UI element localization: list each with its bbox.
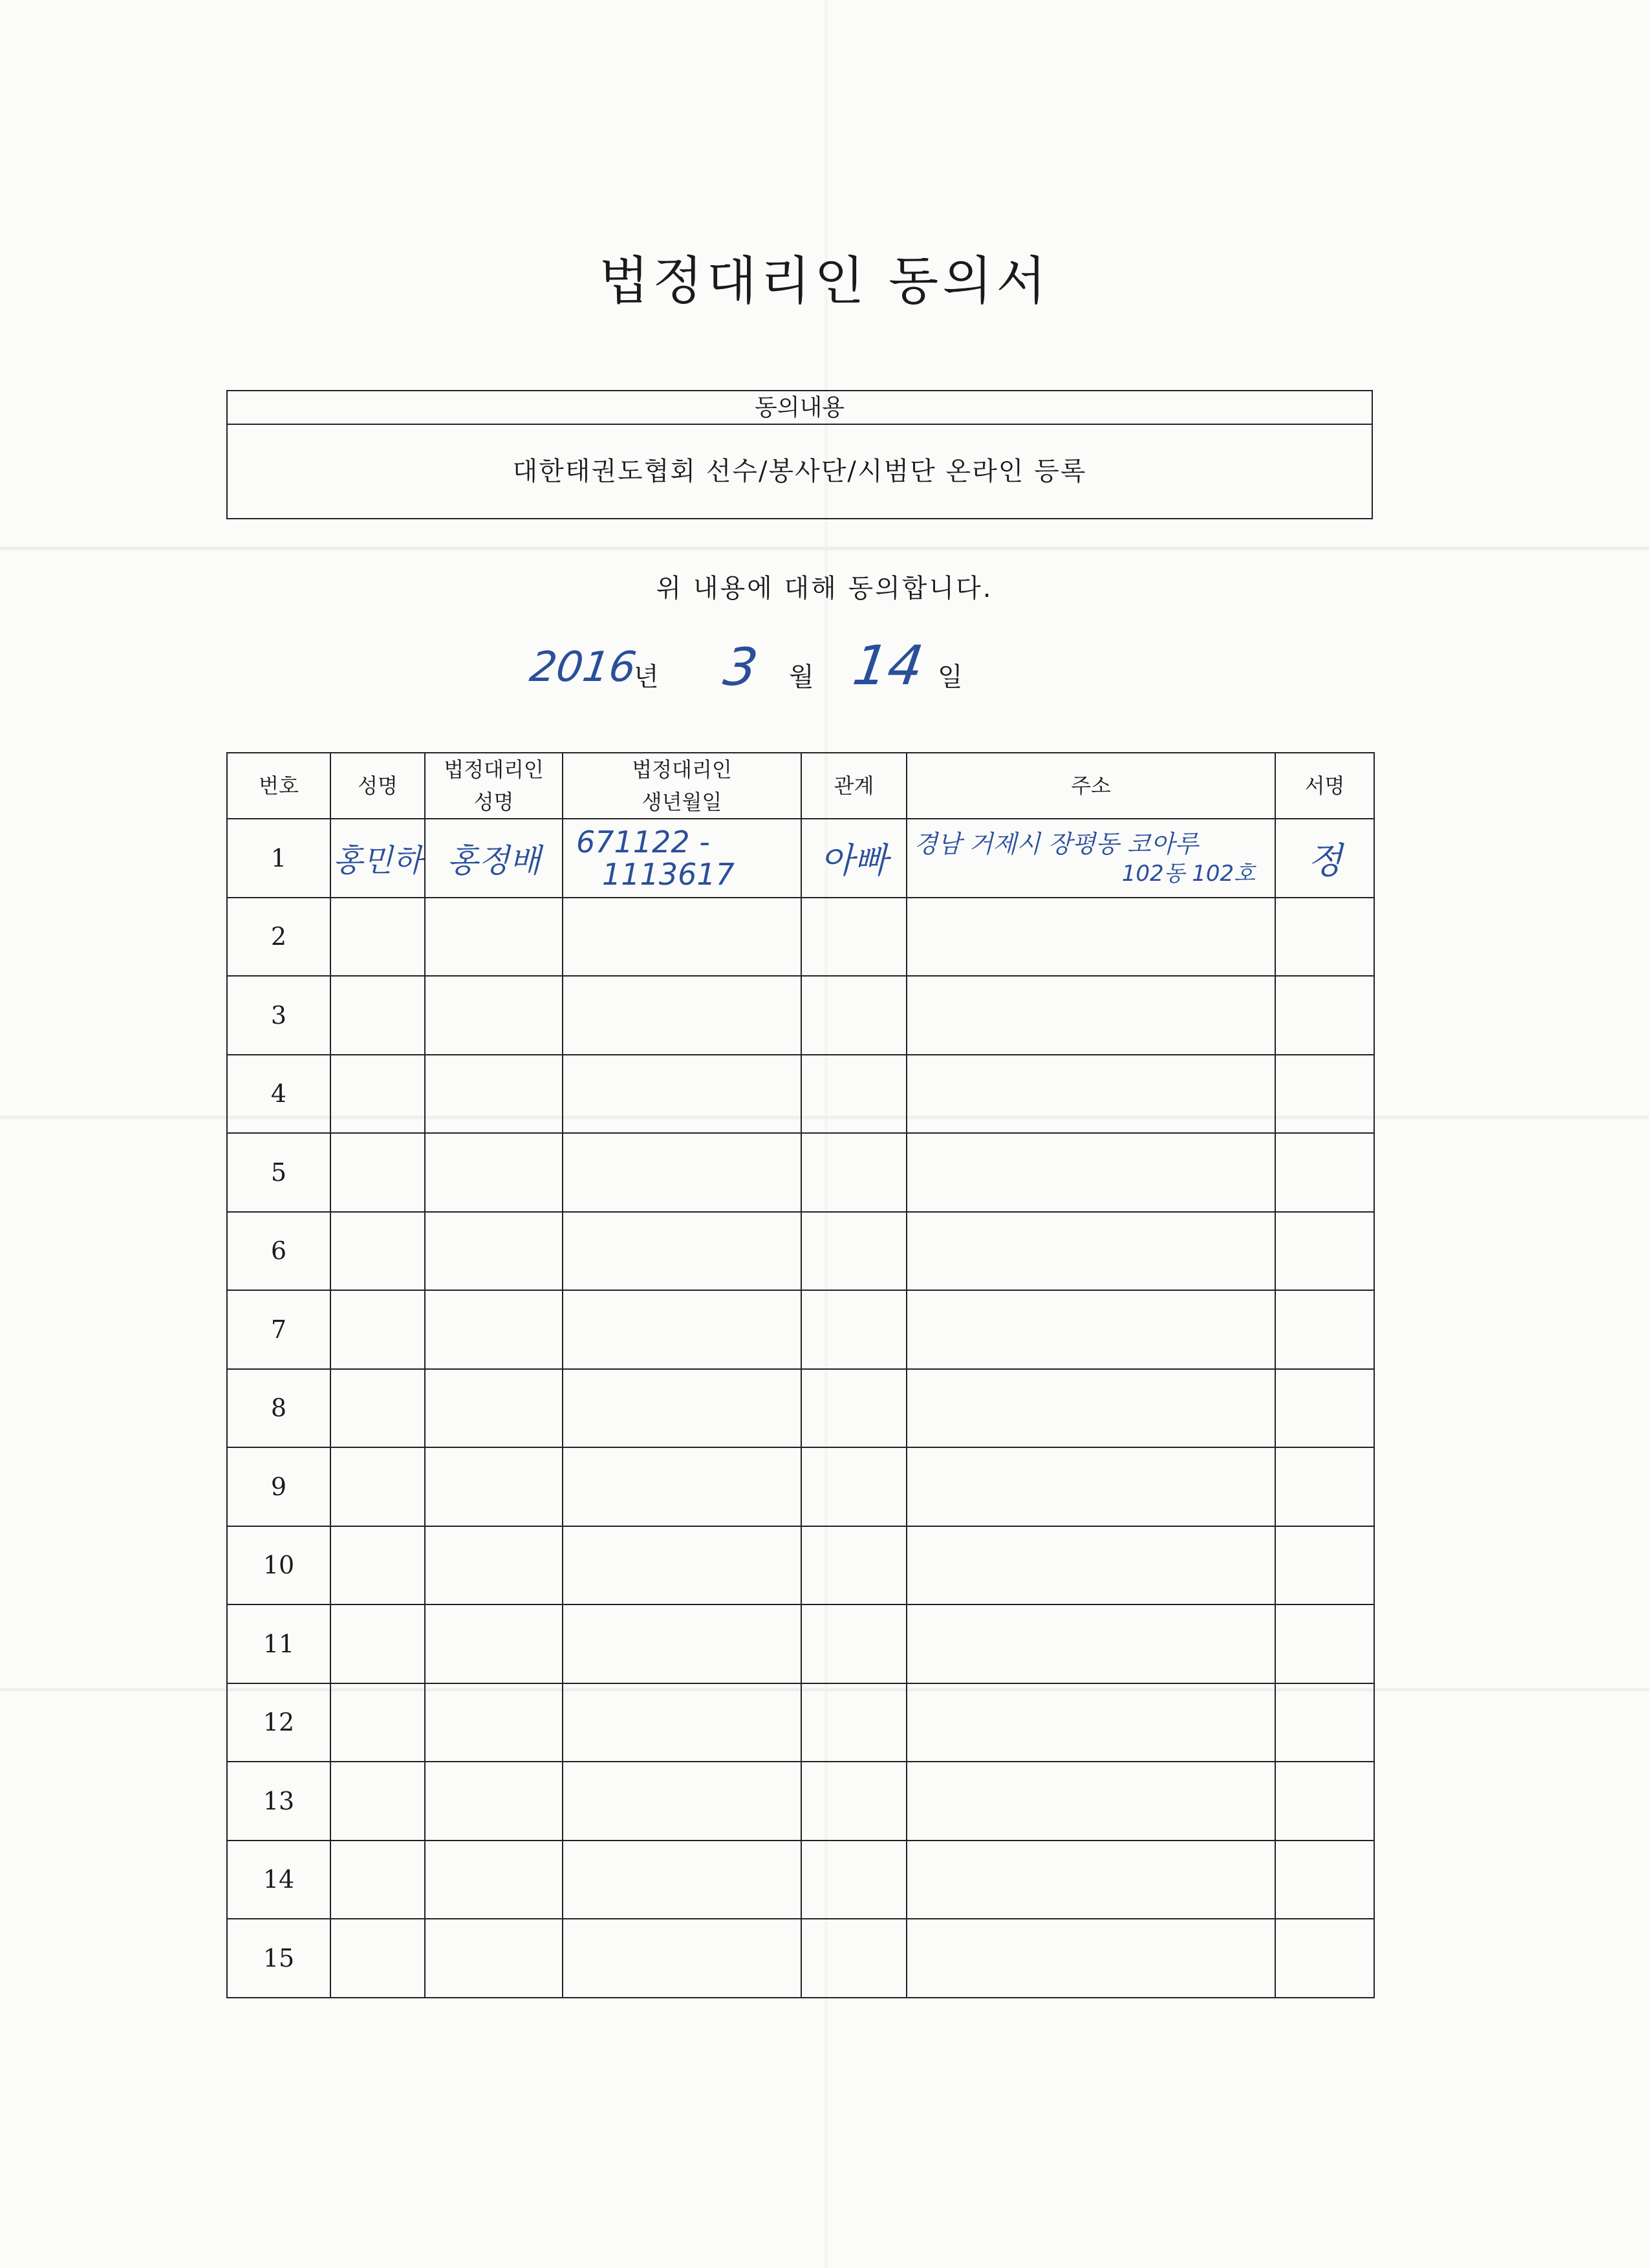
table-row xyxy=(227,1290,1374,1369)
col-header-name: 성명 xyxy=(330,753,425,819)
cell-signature xyxy=(1275,976,1374,1055)
cell-no: 10 xyxy=(227,1526,330,1605)
cell-relation xyxy=(801,1133,907,1212)
date-day: 14 xyxy=(849,634,927,697)
cell-guardian-name xyxy=(425,1369,563,1448)
col-header-guardian-name-line1: 법정대리인 xyxy=(444,757,544,782)
consent-body: 대한태권도협회 선수/봉사단/시범단 온라인 등록 xyxy=(512,457,1087,486)
table-row xyxy=(227,1447,1374,1526)
cell-name xyxy=(330,1841,425,1919)
col-header-address: 주소 xyxy=(907,753,1275,819)
cell-address xyxy=(907,1055,1275,1134)
table-header-row xyxy=(227,753,1374,819)
cell-address-line2: 102동 102호 xyxy=(1121,860,1255,887)
table-row xyxy=(227,1683,1374,1762)
cell-guardian-name xyxy=(425,1447,563,1526)
cell-guardian-birth xyxy=(563,1369,801,1448)
consent-box xyxy=(226,390,1373,519)
cell-signature xyxy=(1275,1290,1374,1369)
cell-relation xyxy=(801,1919,907,1998)
cell-guardian-name xyxy=(425,1762,563,1841)
cell-signature xyxy=(1275,1762,1374,1841)
cell-relation xyxy=(801,1841,907,1919)
cell-signature xyxy=(1275,1055,1374,1134)
cell-address xyxy=(907,898,1275,977)
cell-name xyxy=(330,1526,425,1605)
cell-name xyxy=(330,1290,425,1369)
cell-address xyxy=(907,1133,1275,1212)
cell-guardian-name xyxy=(425,1604,563,1683)
cell-no: 5 xyxy=(227,1133,330,1212)
cell-guardian-birth xyxy=(563,1604,801,1683)
cell-address xyxy=(907,1841,1275,1919)
cell-guardian-birth xyxy=(563,1919,801,1998)
cell-relation xyxy=(801,1447,907,1526)
date-row xyxy=(526,634,1112,708)
table-row xyxy=(227,1762,1374,1841)
cell-address xyxy=(907,1604,1275,1683)
cell-relation xyxy=(801,1212,907,1291)
cell-address xyxy=(907,819,1275,898)
table-row xyxy=(227,819,1374,898)
table-row xyxy=(227,1841,1374,1919)
table-row xyxy=(227,1055,1374,1134)
col-header-guardian-birth-line2: 생년월일 xyxy=(641,790,722,814)
cell-guardian-name xyxy=(425,898,563,977)
cell-no: 14 xyxy=(227,1841,330,1919)
cell-signature: 정 xyxy=(1275,819,1374,898)
cell-guardian-birth xyxy=(563,1290,801,1369)
table-row xyxy=(227,1604,1374,1683)
cell-no: 4 xyxy=(227,1055,330,1134)
cell-guardian-birth xyxy=(563,1212,801,1291)
cell-address xyxy=(907,1526,1275,1605)
cell-name xyxy=(330,1055,425,1134)
cell-birth-line1: 671122 - xyxy=(576,824,710,859)
cell-address xyxy=(907,1919,1275,1998)
cell-guardian-name xyxy=(425,1919,563,1998)
cell-name xyxy=(330,1919,425,1998)
cell-no: 15 xyxy=(227,1919,330,1998)
cell-relation: 아빠 xyxy=(801,819,907,898)
cell-no: 11 xyxy=(227,1604,330,1683)
cell-no: 13 xyxy=(227,1762,330,1841)
cell-no: 8 xyxy=(227,1369,330,1448)
cell-signature xyxy=(1275,898,1374,977)
cell-guardian-birth xyxy=(563,1762,801,1841)
cell-guardian-name xyxy=(425,1683,563,1762)
cell-relation xyxy=(801,1604,907,1683)
cell-name: 홍민하 xyxy=(330,819,425,898)
table-row xyxy=(227,1526,1374,1605)
cell-signature xyxy=(1275,1526,1374,1605)
cell-name xyxy=(330,898,425,977)
cell-signature xyxy=(1275,1604,1374,1683)
cell-no: 7 xyxy=(227,1290,330,1369)
cell-guardian-name xyxy=(425,1526,563,1605)
cell-name xyxy=(330,1604,425,1683)
cell-guardian-birth xyxy=(563,1447,801,1526)
cell-name xyxy=(330,1447,425,1526)
cell-guardian-birth xyxy=(563,819,801,898)
date-month-unit: 월 xyxy=(789,662,814,692)
cell-no: 9 xyxy=(227,1447,330,1526)
cell-no: 1 xyxy=(227,819,330,898)
cell-guardian-name xyxy=(425,1290,563,1369)
cell-guardian-birth xyxy=(563,1055,801,1134)
cell-signature xyxy=(1275,1683,1374,1762)
cell-relation xyxy=(801,1369,907,1448)
cell-signature xyxy=(1275,1447,1374,1526)
table-row xyxy=(227,976,1374,1055)
cell-signature xyxy=(1275,1369,1374,1448)
date-day-unit: 일 xyxy=(938,662,963,692)
cell-address xyxy=(907,1290,1275,1369)
cell-guardian-birth xyxy=(563,976,801,1055)
cell-no: 6 xyxy=(227,1212,330,1291)
cell-relation xyxy=(801,1526,907,1605)
cell-guardian-name xyxy=(425,1841,563,1919)
cell-relation xyxy=(801,1683,907,1762)
cell-guardian-name xyxy=(425,1055,563,1134)
cell-name xyxy=(330,1762,425,1841)
cell-guardian-name xyxy=(425,976,563,1055)
cell-address xyxy=(907,1762,1275,1841)
table-row xyxy=(227,1212,1374,1291)
cell-guardian-birth xyxy=(563,1133,801,1212)
cell-address xyxy=(907,1369,1275,1448)
cell-no: 2 xyxy=(227,898,330,977)
cell-guardian-name xyxy=(425,1212,563,1291)
col-header-guardian-name xyxy=(425,753,563,819)
cell-name xyxy=(330,1683,425,1762)
col-header-guardian-birth xyxy=(563,753,801,819)
cell-birth-line2: 1113617 xyxy=(602,856,735,892)
date-year: 2016 xyxy=(526,643,640,691)
cell-guardian-name: 홍정배 xyxy=(425,819,563,898)
cell-signature xyxy=(1275,1919,1374,1998)
cell-address xyxy=(907,976,1275,1055)
cell-relation xyxy=(801,898,907,977)
cell-name xyxy=(330,976,425,1055)
cell-address-line1: 경남 거제시 장평동 코아루 xyxy=(914,829,1199,858)
document-title-text: 법정대리인 동의서 xyxy=(599,251,1050,311)
col-header-guardian-birth-line1: 법정대리인 xyxy=(632,757,732,782)
cell-guardian-birth xyxy=(563,1683,801,1762)
table-row xyxy=(227,1133,1374,1212)
col-header-relation: 관계 xyxy=(801,753,907,819)
registration-table xyxy=(226,752,1375,1998)
cell-guardian-name xyxy=(425,1133,563,1212)
cell-address xyxy=(907,1683,1275,1762)
cell-signature xyxy=(1275,1841,1374,1919)
cell-guardian-birth xyxy=(563,898,801,977)
cell-name xyxy=(330,1212,425,1291)
table-row xyxy=(227,898,1374,977)
document-title xyxy=(0,239,1649,314)
cell-relation xyxy=(801,1762,907,1841)
cell-relation xyxy=(801,1290,907,1369)
date-year-unit: 년 xyxy=(634,662,659,692)
cell-guardian-birth xyxy=(563,1526,801,1605)
cell-no: 3 xyxy=(227,976,330,1055)
cell-relation xyxy=(801,1055,907,1134)
cell-name xyxy=(330,1369,425,1448)
cell-name xyxy=(330,1133,425,1212)
col-header-signature: 서명 xyxy=(1275,753,1374,819)
cell-relation xyxy=(801,976,907,1055)
col-header-guardian-name-line2: 성명 xyxy=(473,790,514,814)
cell-no: 12 xyxy=(227,1683,330,1762)
cell-signature xyxy=(1275,1133,1374,1212)
cell-signature xyxy=(1275,1212,1374,1291)
cell-guardian-birth xyxy=(563,1841,801,1919)
cell-address xyxy=(907,1447,1275,1526)
agreement-text: 위 내용에 대해 동의합니다. xyxy=(656,574,993,603)
table-row xyxy=(227,1369,1374,1448)
col-header-no: 번호 xyxy=(227,753,330,819)
date-month: 3 xyxy=(720,637,762,697)
table-row xyxy=(227,1919,1374,1998)
consent-header: 동의내용 xyxy=(228,391,1372,425)
cell-address xyxy=(907,1212,1275,1291)
